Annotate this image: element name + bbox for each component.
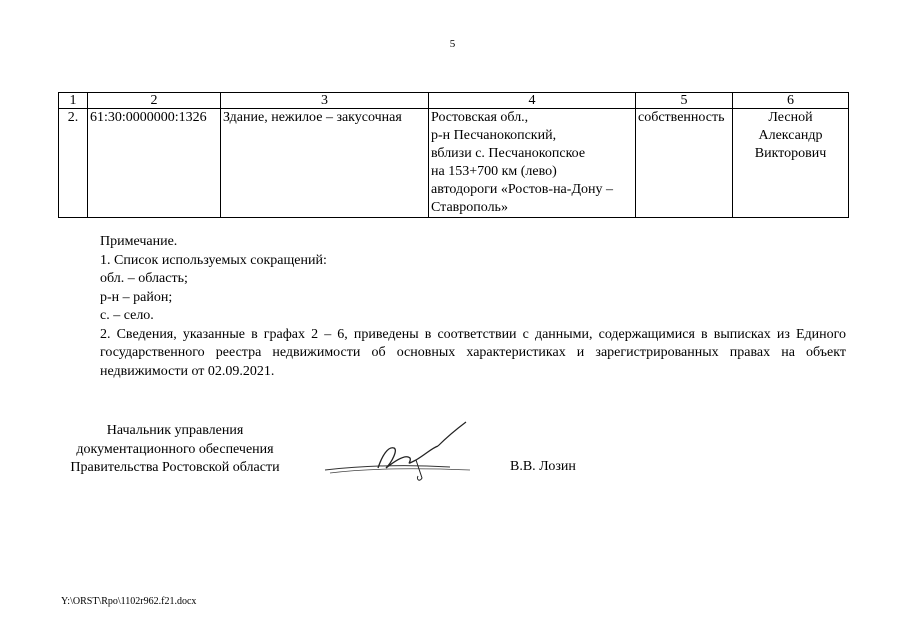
column-header: 2 bbox=[88, 93, 221, 109]
owner-line: Лесной bbox=[768, 110, 813, 125]
cadastral-number: 61:30:0000000:1326 bbox=[88, 109, 221, 218]
position-line: документационного обеспечения bbox=[76, 441, 274, 457]
column-header: 1 bbox=[59, 93, 88, 109]
position-line: Начальник управления bbox=[106, 423, 244, 438]
address-line: автодороги «Ростов-на-Дону – bbox=[431, 182, 613, 197]
owner-line: Александр bbox=[758, 128, 823, 143]
abbreviation-item: с. – село. bbox=[100, 308, 154, 323]
column-header: 4 bbox=[429, 93, 636, 109]
column-header: 3 bbox=[221, 93, 429, 109]
right-type: собственность bbox=[636, 109, 733, 218]
notes-title: Примечание. bbox=[100, 234, 178, 249]
address-line: р-н Песчанокопский, bbox=[431, 128, 557, 143]
address-line: Ростовская обл., bbox=[431, 110, 529, 125]
page-number: 5 bbox=[449, 38, 456, 50]
address-line: вблизи с. Песчанокопское bbox=[431, 146, 586, 161]
row-number: 2. bbox=[59, 109, 88, 218]
column-header: 5 bbox=[636, 93, 733, 109]
address-line: Ставрополь» bbox=[431, 200, 508, 215]
file-path: Y:\ORST\Rpo\1102r962.f21.docx bbox=[61, 596, 197, 607]
abbreviation-item: обл. – область; bbox=[100, 271, 188, 286]
table-row bbox=[59, 109, 849, 218]
abbreviation-item: р-н – район; bbox=[100, 289, 173, 305]
notes-section bbox=[58, 233, 846, 381]
column-header: 6 bbox=[733, 93, 849, 109]
signatory-name: В.В. Лозин bbox=[510, 459, 576, 474]
notes-item-1: 1. Список используемых сокращений: bbox=[100, 252, 327, 268]
signatory-position bbox=[60, 422, 290, 478]
owner-name bbox=[733, 109, 849, 218]
property-table bbox=[58, 92, 849, 218]
handwritten-signature bbox=[320, 418, 480, 488]
address-line: на 153+700 км (лево) bbox=[431, 164, 557, 179]
table-header-row bbox=[59, 93, 849, 109]
object-address bbox=[429, 109, 636, 218]
position-line: Правительства Ростовской области bbox=[70, 460, 280, 475]
owner-line: Викторович bbox=[754, 146, 827, 161]
notes-item-2: 2. Сведения, указанные в графах 2 – 6, приведены в соответствии с данными, содержащимися в выписках из Единого государственного реестра недвижимости об основных характеристиках и зарегистрированных правах на объект недвижимости от 02.09.2021. bbox=[100, 326, 846, 379]
object-description: Здание, нежилое – закусочная bbox=[221, 109, 429, 218]
